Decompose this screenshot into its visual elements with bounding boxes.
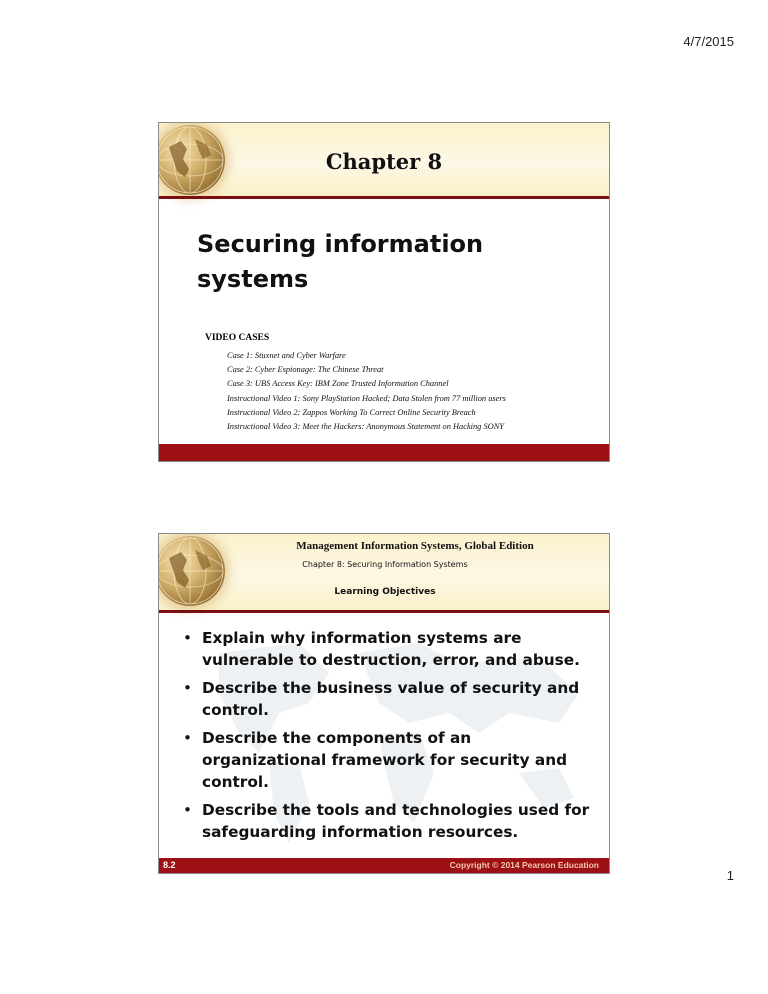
- bullet: •: [183, 679, 193, 697]
- slide-learning-objectives: [158, 533, 610, 874]
- chapter-title: Chapter 8: [325, 149, 443, 174]
- video-case-item: Case 1: Stuxnet and Cyber Warfare: [227, 351, 346, 360]
- learning-objectives-list: [183, 627, 593, 849]
- slide-footer-bar: [159, 444, 609, 461]
- video-cases-heading: VIDEO CASES: [205, 333, 270, 343]
- slide-footer-bar: [159, 858, 609, 873]
- chapter-subtitle: Chapter 8: Securing Information Systems: [302, 560, 468, 569]
- objective-item: [183, 727, 593, 793]
- slide-header: [159, 534, 609, 610]
- slide-chapter-title: [158, 122, 610, 462]
- bullet: •: [183, 729, 193, 747]
- page-number: 1: [726, 868, 734, 883]
- slide-title: Securing information systems: [197, 230, 484, 293]
- objective-text: Describe the components of an organizational framework for security and control.: [202, 729, 568, 791]
- slide-header: [159, 123, 609, 196]
- copyright-notice: Copyright © 2014 Pearson Education: [449, 860, 599, 870]
- video-case-item: Case 2: Cyber Espionage: The Chinese Threat: [227, 365, 384, 375]
- bullet: •: [183, 629, 193, 647]
- bullet: •: [183, 801, 193, 819]
- objective-text: Describe the business value of security and control.: [202, 679, 580, 719]
- slide-heading: Learning Objectives: [334, 587, 436, 597]
- book-title: Management Information Systems, Global Edition: [296, 540, 534, 552]
- video-case-item: Case 3: UBS Access Key: IBM Zone Trusted Information Channel: [227, 379, 449, 389]
- objective-item: [183, 799, 593, 843]
- objective-item: [183, 677, 593, 721]
- objective-text: Describe the tools and technologies used for safeguarding information resources.: [202, 801, 590, 841]
- video-case-item: Instructional Video 2: Zappos Working To Correct Online Security Breach: [227, 407, 476, 417]
- video-cases-list: [227, 349, 506, 434]
- video-case-item: Instructional Video 1: Sony PlayStation Hacked; Data Stolen from 77 million users: [227, 393, 506, 403]
- objective-item: [183, 627, 593, 671]
- slide-number: 8.2: [163, 860, 176, 870]
- page-date: 4/7/2015: [683, 34, 734, 49]
- header-divider: [159, 196, 609, 199]
- video-case-item: Instructional Video 3: Meet the Hackers: Anonymous Statement on Hacking SONY: [227, 422, 504, 432]
- objective-text: Explain why information systems are vulnerable to destruction, error, and abuse.: [202, 629, 580, 669]
